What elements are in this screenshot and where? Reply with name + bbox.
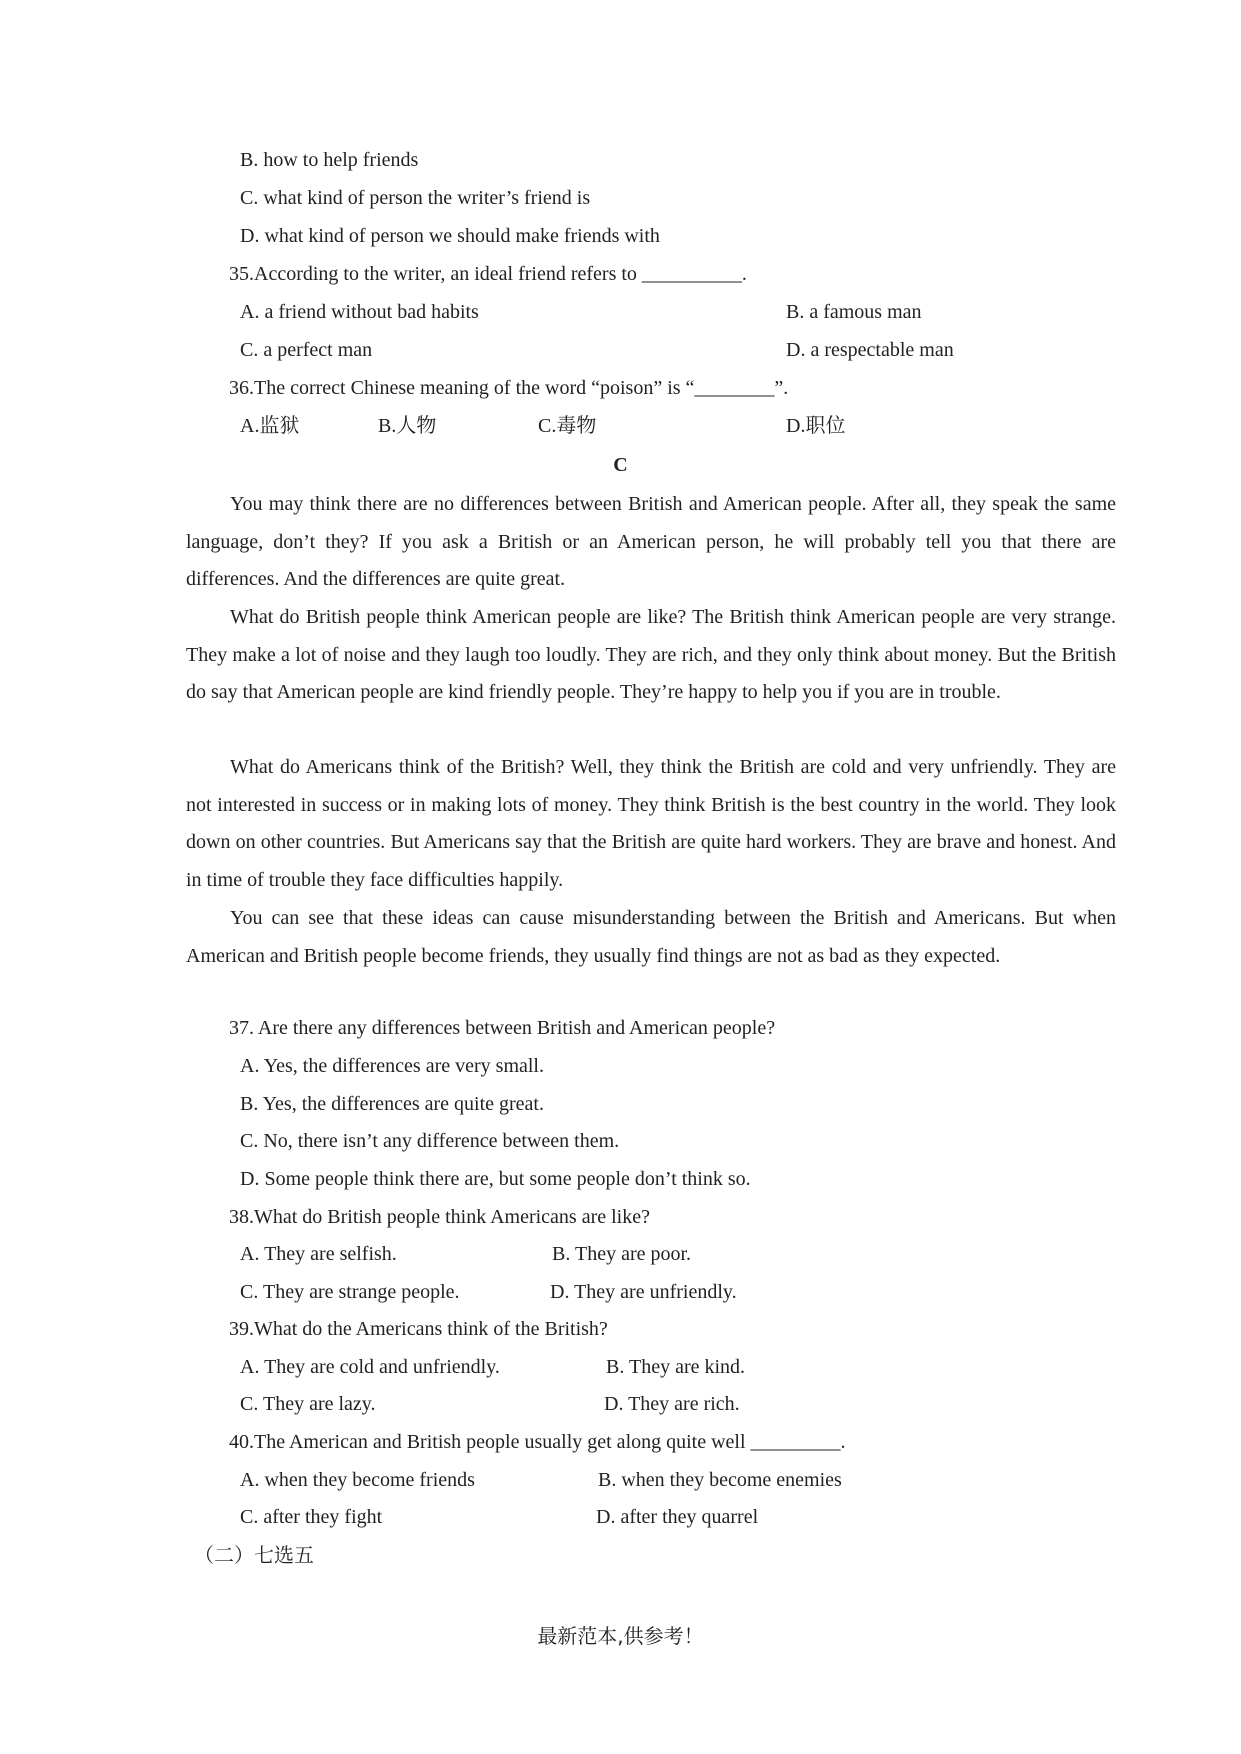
q35-stem: 35.According to the writer, an ideal friend refers to __________. [229, 263, 747, 285]
q40-option-c: C. after they fight [240, 1506, 383, 1528]
q36-stem: 36.The correct Chinese meaning of the word “poison” is “________”. [229, 377, 789, 399]
q34-option-d: D. what kind of person we should make friends with [240, 225, 660, 247]
q40-option-a: A. when they become friends [240, 1469, 475, 1491]
q38-stem: 38.What do British people think Americans are like? [229, 1206, 650, 1228]
passage-paragraph-1: You may think there are no differences between British and American people. After all, they speak the same language, don’t they? If you ask a British or an American person, he will probably tell you that there are differences. And the differences are quite great. [186, 493, 1116, 591]
q36-option-b: B.人物 [378, 415, 437, 437]
q37-option-a: A. Yes, the differences are very small. [240, 1055, 544, 1077]
q40-stem: 40.The American and British people usually get along quite well _________. [229, 1431, 846, 1453]
passage-paragraph-3: What do Americans think of the British? Well, they think the British are cold and very unfriendly. They are not interested in success or in making lots of money. They think British is the best country in the world. They look down on other countries. But Americans say that the British are quite hard workers. They are brave and honest. And in time of trouble they face difficulties happily. [186, 756, 1116, 891]
q38-option-c: C. They are strange people. [240, 1281, 460, 1303]
q37-option-b: B. Yes, the differences are quite great. [240, 1093, 544, 1115]
section-heading-c: C [613, 454, 628, 476]
q40-option-b: B. when they become enemies [598, 1469, 842, 1491]
q38-option-a: A. They are selfish. [240, 1243, 397, 1265]
passage-paragraph-2: What do British people think American people are like? The British think American people are very strange. They make a lot of noise and they laugh too loudly. They are rich, and they only think about money. But the British do say that American people are kind friendly people. They’re happy to help you if you are in trouble. [186, 606, 1116, 704]
q39-option-d: D. They are rich. [604, 1393, 740, 1415]
q40-option-d: D. after they quarrel [596, 1506, 759, 1528]
q34-option-b: B. how to help friends [240, 149, 419, 171]
q39-option-c: C. They are lazy. [240, 1393, 376, 1415]
q38-option-d: D. They are unfriendly. [550, 1281, 737, 1303]
q35-option-b: B. a famous man [786, 301, 922, 323]
q39-option-a: A. They are cold and unfriendly. [240, 1356, 500, 1378]
q36-option-d: D.职位 [786, 415, 846, 437]
section-heading-seven-choose-five: （二）七选五 [194, 1545, 314, 1567]
q35-option-a: A. a friend without bad habits [240, 301, 479, 323]
passage-paragraph-4: You can see that these ideas can cause misunderstanding between the British and Americans. But when American and British people become friends, they usually find things are not as bad as they expected. [186, 907, 1116, 967]
page-footer: 最新范本,供参考！ [537, 1624, 704, 1648]
q37-option-c: C. No, there isn’t any difference between them. [240, 1130, 620, 1152]
q39-option-b: B. They are kind. [606, 1356, 746, 1378]
q38-option-b: B. They are poor. [552, 1243, 692, 1265]
q36-option-a: A.监狱 [240, 415, 300, 437]
q35-option-d: D. a respectable man [786, 339, 954, 361]
q36-option-c: C.毒物 [538, 415, 597, 437]
q37-option-d: D. Some people think there are, but some people don’t think so. [240, 1168, 751, 1190]
q34-option-c: C. what kind of person the writer’s friend is [240, 187, 591, 209]
q37-stem: 37. Are there any differences between British and American people? [229, 1017, 776, 1039]
q39-stem: 39.What do the Americans think of the British? [229, 1318, 608, 1340]
q35-option-c: C. a perfect man [240, 339, 373, 361]
